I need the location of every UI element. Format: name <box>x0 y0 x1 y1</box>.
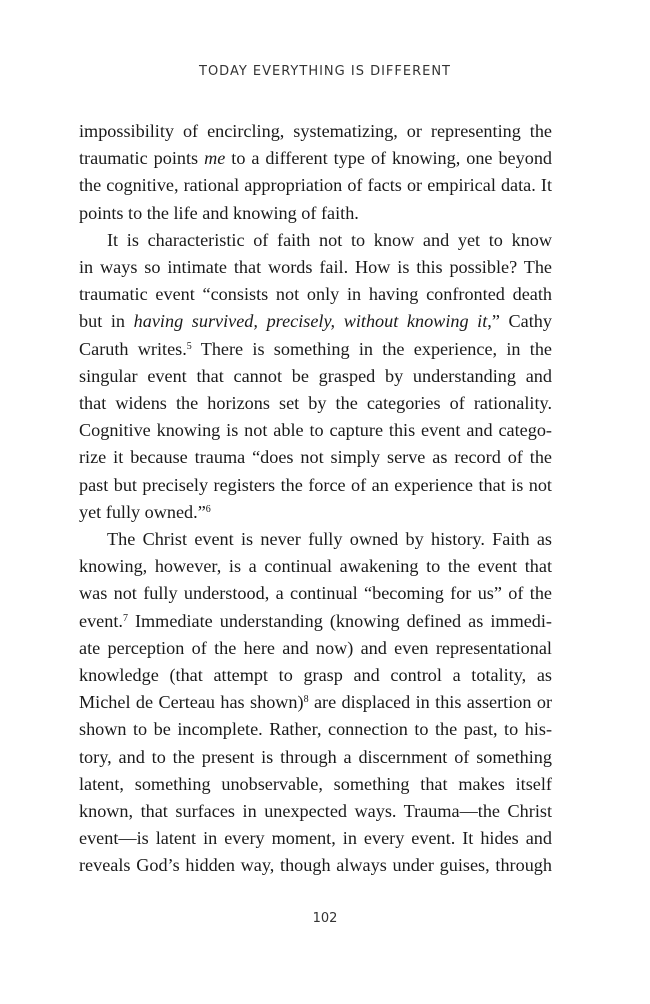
text-line: The Christ event is never fully owned by history. Faith as <box>107 529 552 550</box>
text-line: knowing, however, is a continual awakening to the event that <box>79 556 552 577</box>
text-line: rize it because trauma “does not simply serve as record of the <box>79 447 552 468</box>
footnote-marker[interactable]: 7 <box>122 612 128 624</box>
text-line: event—is latent in every moment, in every event. It hides and <box>79 828 552 849</box>
text-line: ate perception of the here and now) and even representational <box>79 637 552 658</box>
text-line: past but precisely registers the force of an experience that is not <box>79 474 552 495</box>
italic-emphasis: having survived, precisely, without knowing it <box>133 311 488 332</box>
paragraph-3 <box>79 526 552 880</box>
text-line: singular event that cannot be grasped by understanding and <box>79 365 552 386</box>
text-line: impossibility of encircling, systematizing, or representing the <box>79 121 552 141</box>
text-line: in ways so intimate that words fail. How is this possible? The <box>79 257 552 278</box>
text-line: Caruth writes.$^5$ There is something in the experience, in the <box>79 338 552 359</box>
page-number: 102 <box>312 911 338 926</box>
text-line: the cognitive, rational appropriation of facts or empirical data. It <box>79 175 552 196</box>
footnote-marker[interactable]: 6 <box>205 503 211 515</box>
text-line: It is characteristic of faith not to know and yet to know <box>107 229 552 250</box>
paragraph-2 <box>79 227 552 526</box>
footnote-marker[interactable]: 8 <box>303 694 309 706</box>
footnote-marker[interactable]: 5 <box>186 340 192 352</box>
text-line: latent, something unobservable, something that makes itself <box>79 773 552 794</box>
text-line: traumatic points me to a different type of knowing, one beyond <box>79 148 553 169</box>
text-line: shown to be incomplete. Rather, connection to the past, to his- <box>79 719 552 740</box>
text-line: Cognitive knowing is not able to capture this event and catego- <box>79 420 552 441</box>
text-line: knowledge (that attempt to grasp and control a totality, as <box>79 665 552 686</box>
text-line: known, that surfaces in unexpected ways. Trauma—the Christ <box>79 801 552 822</box>
text-line: that widens the horizons set by the categories of rationality. <box>79 393 552 414</box>
text-line: yet fully owned.”$^6$ <box>79 501 211 522</box>
text-line: points to the life and knowing of faith. <box>79 202 359 223</box>
body-text <box>79 118 552 880</box>
text-line: Michel de Certeau has shown)$^8$ are displaced in this assertion or <box>79 692 552 713</box>
running-head: TODAY EVERYTHING IS DIFFERENT <box>199 64 451 79</box>
text-line: but in having survived, precisely, without knowing it,” Cathy <box>79 311 552 332</box>
text-line: tory, and to the present is through a discernment of something <box>79 746 552 767</box>
text-line: traumatic event “consists not only in having confronted death <box>79 284 552 305</box>
italic-emphasis: me <box>204 148 226 169</box>
text-line: was not fully understood, a continual “becoming for us” of the <box>79 583 552 604</box>
text-line: reveals God’s hidden way, though always under guises, through <box>79 855 552 876</box>
paragraph-1 <box>79 118 552 227</box>
text-line: event.$^7$ Immediate understanding (knowing defined as immedi- <box>79 610 552 631</box>
